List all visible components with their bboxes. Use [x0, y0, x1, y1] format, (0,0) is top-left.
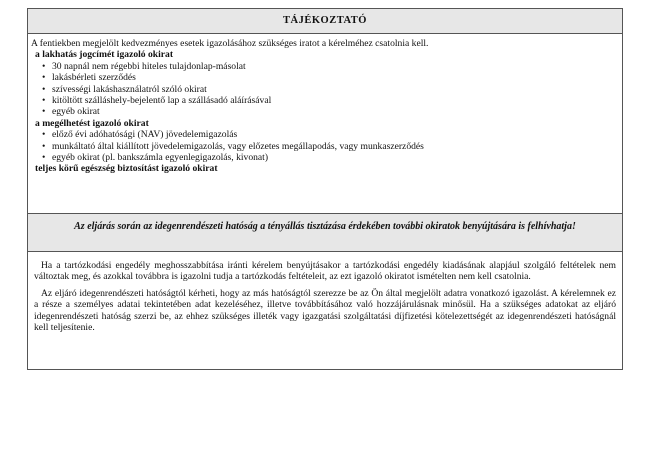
info-paragraph: Ha a tartózkodási engedély meghosszabbítása iránti kérelem benyújtásakor a tartózkodási engedély kiadásának alapjául szolgáló feltételek nem változtak meg, és azokkal továbbra is igazolni tudja a tartózkodás feltételeit, az ezt igazoló okiratot ismételten nem kell csatolnia. [34, 260, 616, 283]
required-documents-section [28, 34, 622, 214]
insurance-heading: teljes körű egészség biztosítást igazoló okirat [35, 163, 218, 175]
list-item: • egyéb okirat (pl. bankszámla egyenlegigazolás, kivonat) [42, 152, 622, 163]
notice-banner [28, 214, 622, 252]
livelihood-list [31, 129, 622, 163]
info-header [28, 9, 622, 34]
list-item: • előző évi adóhatósági (NAV) jövedelemigazolás [42, 129, 622, 140]
list-item: • kitöltött szálláshely-bejelentő lap a szállásadó aláírásával [42, 95, 622, 106]
info-box [27, 8, 623, 370]
list-item: • szívességi lakáshasználatról szóló okirat [42, 84, 622, 95]
list-item: • 30 napnál nem régebbi hiteles tulajdonlap-másolat [42, 61, 622, 72]
livelihood-heading: a megélhetést igazoló okirat [35, 117, 149, 129]
housing-heading: a lakhatás jogcímét igazoló okirat [35, 49, 174, 61]
list-item: • lakásbérleti szerződés [42, 72, 622, 83]
info-paragraph: Az eljáró idegenrendészeti hatóságtól kérheti, hogy az más hatóságtól szerezze be az Ön által megjelölt adatra vonatkozó igazolást. A kérelemnek ez a része a személyes adatai tekintetében adat kezeléséhez, illetve továbbításához való hozzájárulásnak minősül. Ha a szükséges adatokat az eljáró idegenrendészeti hatóság szerzi be, az ehhez szükséges illeték vagy igazgatási szolgáltatási díjfizetési kötelezettségét az idegenrendészeti hatóságnál kell teljesítenie. [34, 287, 616, 334]
list-item: • munkáltató által kiállított jövedelemigazolás, vagy előzetes megállapodás, vagy munkaszerződés [42, 141, 622, 152]
additional-info-section [28, 252, 622, 333]
info-title: TÁJÉKOZTATÓ [283, 15, 367, 26]
notice-text: Az eljárás során az idegenrendészeti hatóság a tényállás tisztázása érdekében további okiratok benyújtására is felhívhatja! [74, 221, 576, 232]
intro-text: A fentiekben megjelölt kedvezményes esetek igazolásához szükséges iratot a kérelméhez csatolnia kell. [31, 38, 429, 49]
list-item: • egyéb okirat [42, 106, 622, 117]
housing-list [31, 61, 622, 118]
